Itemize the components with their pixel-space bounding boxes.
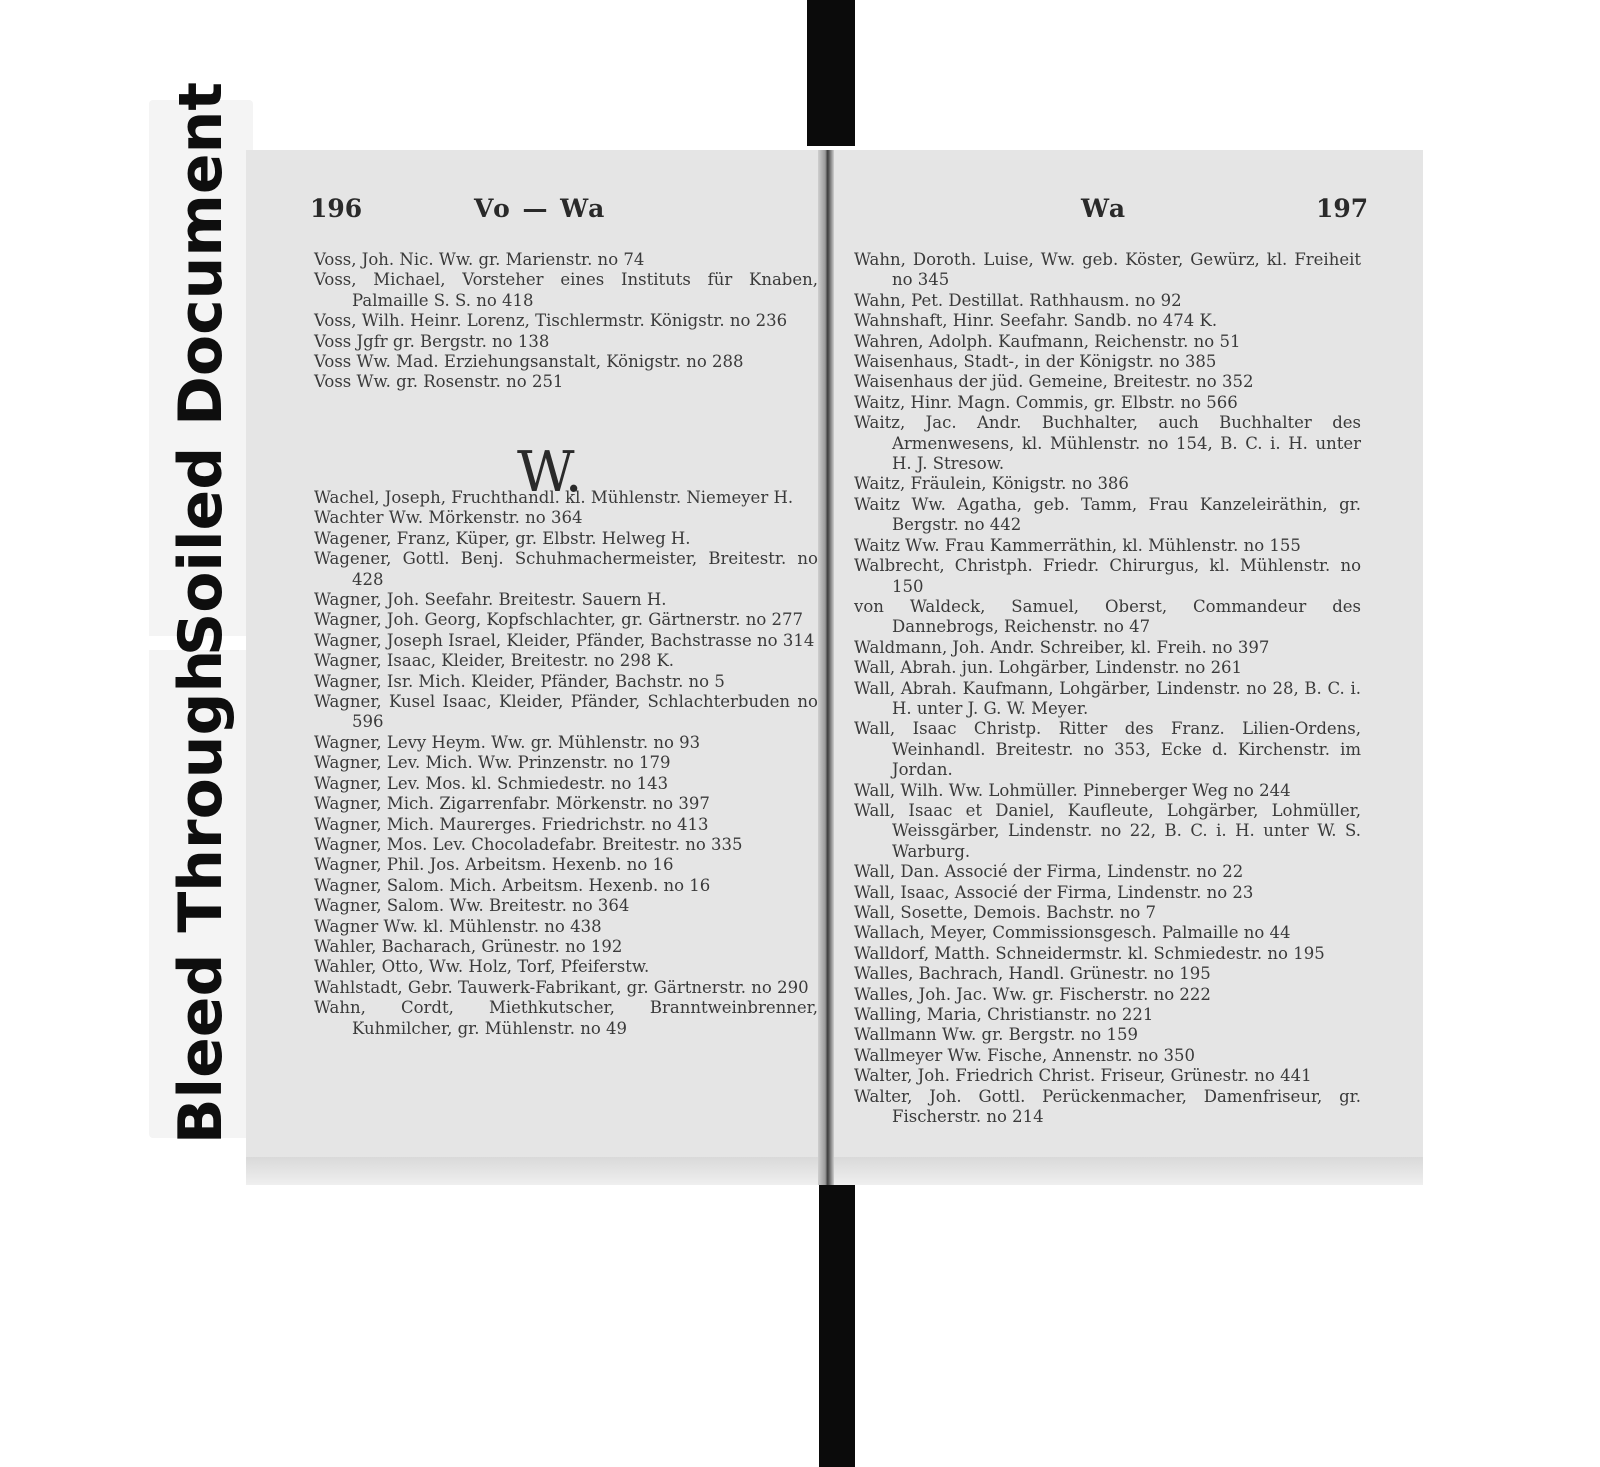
directory-entry: Wagner, Kusel Isaac, Kleider, Pfänder, Schlachterbuden no 596: [314, 692, 818, 732]
directory-entry: Wahren, Adolph. Kaufmann, Reichenstr. no 51: [854, 331, 1241, 351]
left-page: [252, 150, 827, 1185]
directory-entry: Waitz, Jac. Andr. Buchhalter, auch Buchhalter des Armenwesens, kl. Mühlenstr. no 154, B. C. i. H. unter H. J. Stresow.: [854, 413, 1361, 474]
directory-entry: Waitz, Fräulein, Königstr. no 386: [854, 474, 1129, 494]
section-letter-w: W.: [517, 440, 583, 505]
directory-entry: von Waldeck, Samuel, Oberst, Commandeur des Dannebrogs, Reichenstr. no 47: [854, 596, 1361, 637]
directory-entry: Wagner, Isr. Mich. Kleider, Pfänder, Bachstr. no 5: [314, 671, 725, 691]
left-page-number: 196: [310, 194, 363, 223]
directory-entry: Walldorf, Matth. Schneidermstr. kl. Schmiedestr. no 195: [854, 943, 1325, 963]
directory-entry: Wall, Sosette, Demois. Bachstr. no 7: [854, 903, 1156, 922]
directory-entry: Wagner, Lev. Mich. Ww. Prinzenstr. no 179: [314, 753, 671, 773]
directory-entry: Voss, Wilh. Heinr. Lorenz, Tischlermstr. Königstr. no 236: [314, 311, 788, 331]
directory-entry: Waldmann, Joh. Andr. Schreiber, kl. Freih. no 397: [854, 637, 1270, 657]
directory-entry: Wahlstadt, Gebr. Tauwerk-Fabrikant, gr. Gärtnerstr. no 290: [314, 977, 809, 997]
directory-entry: Wall, Abrah. Kaufmann, Lohgärber, Lindenstr. no 28, B. C. i. H. unter J. G. W. Meyer.: [854, 678, 1361, 718]
directory-entry: Wall, Abrah. jun. Lohgärber, Lindenstr. no 261: [854, 658, 1243, 678]
right-entries: [854, 250, 1361, 1127]
directory-entry: Wagner, Mos. Lev. Chocoladefabr. Breitestr. no 335: [314, 834, 743, 854]
left-entries-voss: [314, 250, 818, 393]
directory-entry: Voss Ww. Mad. Erziehungsanstalt, Königstr. no 288: [314, 352, 744, 372]
directory-entry: Wahler, Otto, Ww. Holz, Torf, Pfeiferstw.: [314, 957, 650, 977]
directory-entry: Walter, Joh. Friedrich Christ. Friseur, Grünestr. no 441: [854, 1066, 1312, 1086]
directory-entry: Wagner, Isaac, Kleider, Breitestr. no 298 K.: [314, 651, 675, 671]
right-running-head: Wa: [1081, 194, 1128, 223]
directory-entry: Walles, Joh. Jac. Ww. gr. Fischerstr. no 222: [854, 984, 1211, 1004]
left-entries-w: [314, 488, 818, 1039]
directory-entry: Wahnshaft, Hinr. Seefahr. Sandb. no 474 K.: [854, 311, 1218, 331]
directory-entry: Voss, Joh. Nic. Ww. gr. Marienstr. no 74: [314, 250, 645, 269]
directory-entry: Wagner, Mich. Zigarrenfabr. Mörkenstr. no 397: [314, 794, 710, 814]
directory-entry: Wall, Wilh. Ww. Lohmüller. Pinneberger Weg no 244: [854, 780, 1291, 800]
directory-entry: Walling, Maria, Christianstr. no 221: [854, 1005, 1154, 1025]
directory-entry: Waitz Ww. Agatha, geb. Tamm, Frau Kanzeleiräthin, gr. Bergstr. no 442: [854, 494, 1361, 535]
directory-entry: Walbrecht, Christph. Friedr. Chirurgus, kl. Mühlenstr. no 150: [854, 556, 1361, 596]
directory-entry: Wagener, Franz, Küper, gr. Elbstr. Helweg H.: [314, 528, 691, 548]
directory-entry: Wahler, Bacharach, Grünestr. no 192: [314, 936, 623, 956]
right-page: [834, 150, 1418, 1185]
left-running-head: Vo — Wa: [474, 194, 607, 223]
directory-entry: Walles, Bachrach, Handl. Grünestr. no 195: [854, 964, 1211, 984]
directory-entry: Voss Ww. gr. Rosenstr. no 251: [314, 372, 564, 392]
directory-entry: Waitz, Hinr. Magn. Commis, gr. Elbstr. no 566: [854, 392, 1238, 412]
directory-entry: Wahn, Cordt, Miethkutscher, Branntweinbrenner, Kuhmilcher, gr. Mühlenstr. no 49: [314, 998, 818, 1038]
directory-entry: Wagner, Salom. Mich. Arbeitsm. Hexenb. no 16: [314, 875, 711, 895]
directory-entry: Wachel, Joseph, Fruchthandl. kl. Mühlenstr. Niemeyer H.: [314, 488, 794, 507]
directory-entry: Wagner Ww. kl. Mühlenstr. no 438: [314, 916, 602, 936]
bleed-through-label: Bleed Through: [166, 649, 236, 1145]
directory-entry: Wagner, Salom. Ww. Breitestr. no 364: [314, 896, 630, 916]
directory-entry: Wagner, Joh. Seefahr. Breitestr. Sauern H.: [314, 590, 667, 610]
directory-entry: Wagner, Mich. Maurerges. Friedrichstr. no 413: [314, 814, 709, 834]
directory-entry: Wagner, Phil. Jos. Arbeitsm. Hexenb. no 16: [314, 855, 674, 875]
right-page-number: 197: [1316, 194, 1369, 223]
directory-entry: Wallmann Ww. gr. Bergstr. no 159: [854, 1025, 1138, 1045]
directory-entry: Wachter Ww. Mörkenstr. no 364: [314, 508, 583, 528]
directory-entry: Wallmeyer Ww. Fische, Annenstr. no 350: [854, 1045, 1195, 1065]
directory-entry: Waitz Ww. Frau Kammerräthin, kl. Mühlenstr. no 155: [854, 535, 1301, 555]
directory-entry: Wall, Isaac et Daniel, Kaufleute, Lohgärber, Lohmüller, Weissgärber, Lindenstr. no 22, B. C. i. H. unter W. S. Warburg.: [854, 800, 1361, 861]
directory-entry: Wagener, Gottl. Benj. Schuhmachermeister, Breitestr. no 428: [314, 549, 818, 589]
directory-entry: Voss, Michael, Vorsteher eines Instituts für Knaben, Palmaille S. S. no 418: [314, 270, 818, 310]
directory-entry: Wahn, Doroth. Luise, Ww. geb. Köster, Gewürz, kl. Freiheit no 345: [854, 250, 1361, 290]
directory-entry: Waisenhaus der jüd. Gemeine, Breitestr. no 352: [854, 372, 1254, 392]
directory-entry: Wagner, Levy Heym. Ww. gr. Mühlenstr. no 93: [314, 732, 701, 752]
directory-entry: Wall, Dan. Associé der Firma, Lindenstr. no 22: [854, 862, 1244, 882]
directory-entry: Wagner, Joseph Israel, Kleider, Pfänder, Bachstrasse no 314: [314, 630, 815, 650]
directory-entry: Wagner, Lev. Mos. kl. Schmiedestr. no 143: [314, 773, 669, 793]
directory-entry: Wallach, Meyer, Commissionsgesch. Palmaille no 44: [854, 923, 1291, 943]
directory-entry: Wagner, Joh. Georg, Kopfschlachter, gr. Gärtnerstr. no 277: [314, 610, 804, 630]
directory-entry: Wall, Isaac, Associé der Firma, Lindenstr. no 23: [854, 882, 1254, 902]
directory-entry: Wall, Isaac Christp. Ritter des Franz. Lilien-Ordens, Weinhandl. Breitestr. no 353, Ecke d. Kirchenstr. im Jordan.: [854, 719, 1361, 780]
directory-entry: Waisenhaus, Stadt-, in der Königstr. no 385: [854, 352, 1217, 372]
directory-entry: Wahn, Pet. Destillat. Rathhausm. no 92: [854, 290, 1182, 310]
soiled-document-label: Soiled Document: [166, 81, 236, 657]
binding-clip-top: [807, 0, 855, 146]
binding-clip-bottom: [819, 1176, 855, 1467]
directory-entry: Walter, Joh. Gottl. Perückenmacher, Damenfriseur, gr. Fischerstr. no 214: [854, 1086, 1361, 1127]
directory-entry: Voss Jgfr gr. Bergstr. no 138: [314, 331, 550, 351]
